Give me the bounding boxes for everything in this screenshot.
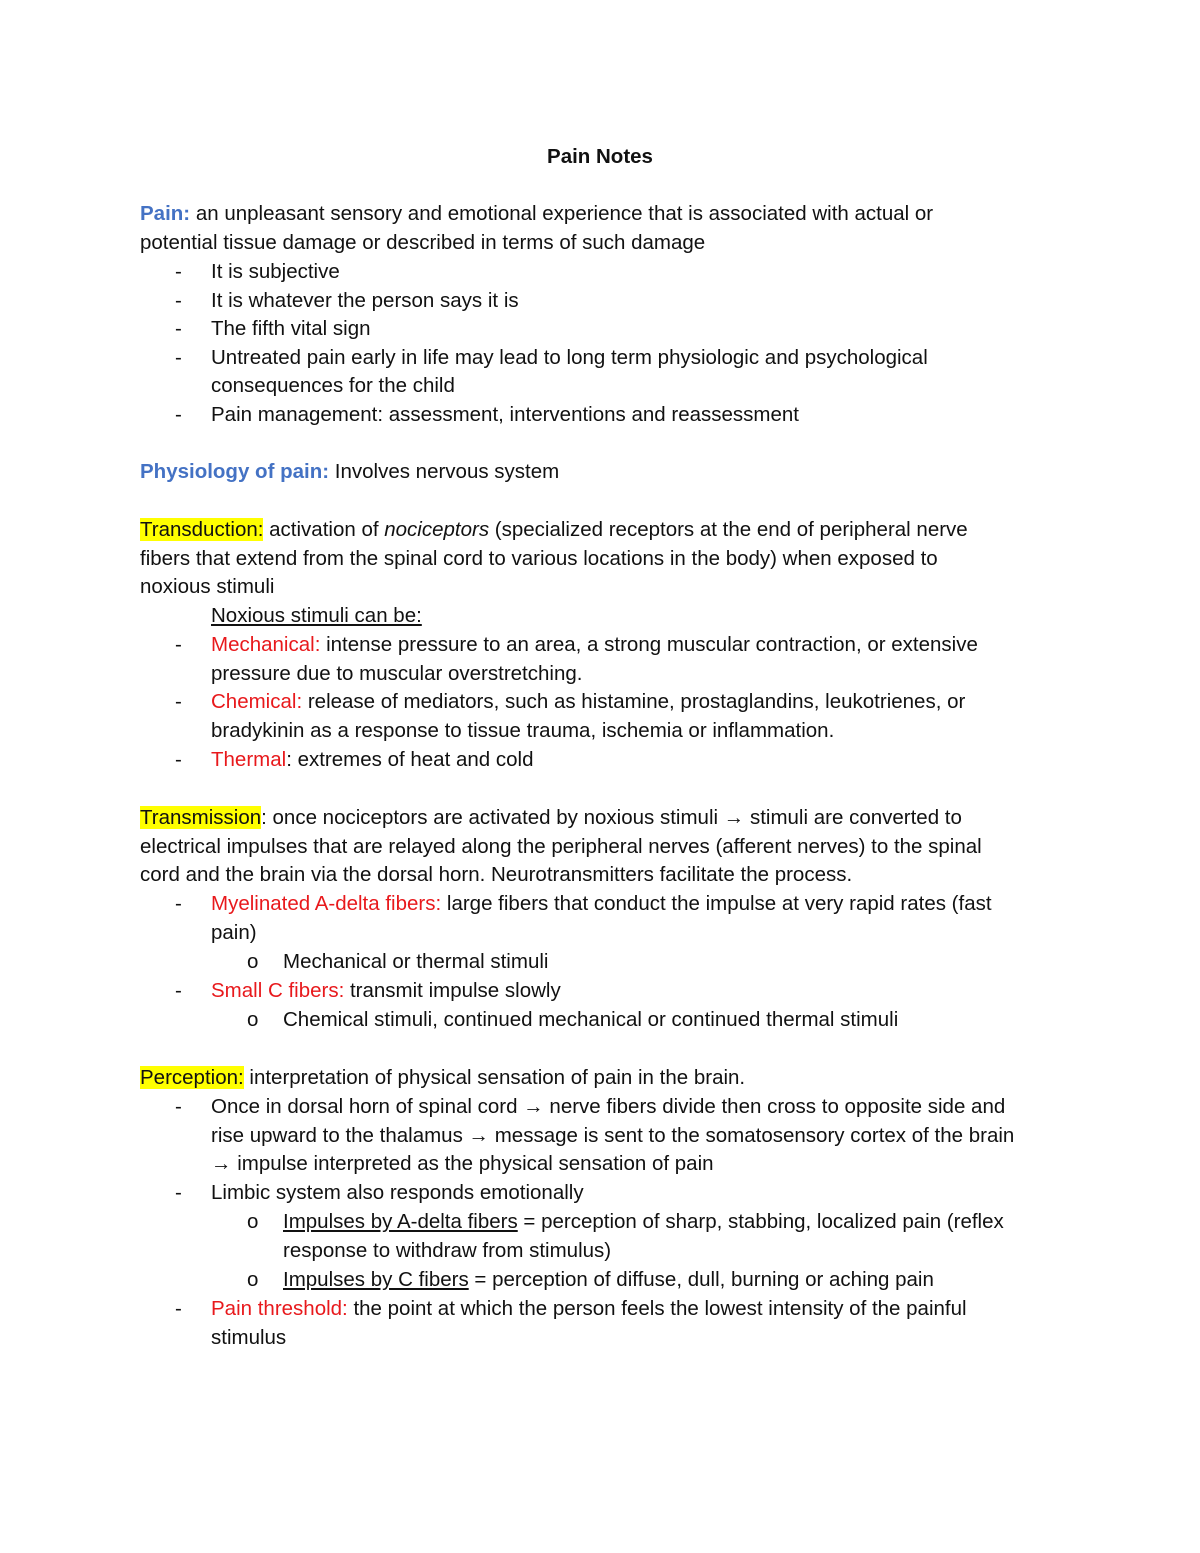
perception-text: interpretation of physical sensation of pain in the brain. bbox=[243, 1066, 746, 1089]
adelta-impulse-term: Impulses by A-delta fibers bbox=[283, 1210, 518, 1233]
threshold-line-2: stimulus bbox=[211, 1326, 287, 1349]
mechanical-line-1 bbox=[211, 631, 978, 659]
adelta-line-2: pain) bbox=[211, 921, 257, 944]
transmission-term: Transmission bbox=[140, 806, 262, 829]
bullet-circle: o bbox=[247, 1210, 259, 1233]
bullet-dash: - bbox=[175, 633, 182, 656]
pain-definition-line-2: potential tissue damage or described in terms of such damage bbox=[140, 231, 706, 254]
adelta-impulse-line-2: response to withdraw from stimulus) bbox=[283, 1239, 612, 1262]
bullet-dash: - bbox=[175, 1297, 182, 1320]
bullet-dash: - bbox=[175, 748, 182, 771]
thermal-term: Thermal bbox=[211, 748, 287, 771]
mechanical-text-1: intense pressure to an area, a strong muscular contraction, or extensive bbox=[320, 633, 978, 656]
pain-term: Pain: bbox=[140, 202, 191, 225]
c-fibers-subitem: Chemical stimuli, continued mechanical or continued thermal stimuli bbox=[283, 1008, 899, 1031]
bullet-dash: - bbox=[175, 1095, 182, 1118]
threshold-line-1 bbox=[211, 1295, 967, 1323]
chemical-line-2: bradykinin as a response to tissue trauma, ischemia or inflammation. bbox=[211, 719, 835, 742]
chemical-text-1: release of mediators, such as histamine, prostaglandins, leukotrienes, or bbox=[302, 690, 966, 713]
adelta-impulse-line-1 bbox=[283, 1208, 1004, 1236]
bullet-dash: - bbox=[175, 289, 182, 312]
c-impulse-term: Impulses by C fibers bbox=[283, 1268, 469, 1291]
pain-item-untreated-line-2: consequences for the child bbox=[211, 374, 455, 397]
bullet-dash: - bbox=[175, 317, 182, 340]
adelta-term: Myelinated A-delta fibers: bbox=[211, 892, 442, 915]
pain-item-untreated-line-1: Untreated pain early in life may lead to long term physiologic and psychological bbox=[211, 346, 928, 369]
adelta-line-1 bbox=[211, 890, 992, 918]
threshold-term: Pain threshold: bbox=[211, 1297, 348, 1320]
adelta-text-1: large fibers that conduct the impulse at very rapid rates (fast bbox=[441, 892, 992, 915]
c-fibers-term: Small C fibers: bbox=[211, 979, 345, 1002]
noxious-stimuli-subheading: Noxious stimuli can be: bbox=[211, 604, 422, 627]
thermal-text: : extremes of heat and cold bbox=[286, 748, 534, 771]
transduction-line-2: fibers that extend from the spinal cord to various locations in the body) when exposed to bbox=[140, 547, 938, 570]
chemical-term: Chemical: bbox=[211, 690, 303, 713]
physiology-definition: Involves nervous system bbox=[329, 460, 560, 483]
pain-definition-line-1 bbox=[140, 200, 933, 228]
c-fibers-text: transmit impulse slowly bbox=[344, 979, 561, 1002]
bullet-dash: - bbox=[175, 260, 182, 283]
pain-item-vital-sign: The fifth vital sign bbox=[211, 317, 371, 340]
page-title: Pain Notes bbox=[547, 145, 653, 168]
threshold-text-1: the point at which the person feels the lowest intensity of the painful bbox=[347, 1297, 967, 1320]
transduction-term: Transduction: bbox=[140, 518, 264, 541]
bullet-dash: - bbox=[175, 346, 182, 369]
bullet-circle: o bbox=[247, 950, 259, 973]
chemical-line-1 bbox=[211, 688, 965, 716]
pain-item-subjective: It is subjective bbox=[211, 260, 340, 283]
physiology-term: Physiology of pain: bbox=[140, 460, 330, 483]
perception-line bbox=[140, 1064, 745, 1092]
transmission-line-1 bbox=[140, 804, 962, 832]
mechanical-line-2: pressure due to muscular overstretching. bbox=[211, 662, 583, 685]
transmission-text-1: : once nociceptors are activated by noxious stimuli → stimuli are converted to bbox=[261, 806, 962, 829]
bullet-dash: - bbox=[175, 403, 182, 426]
transduction-line-1 bbox=[140, 516, 968, 544]
bullet-dash: - bbox=[175, 892, 182, 915]
perception-item1-line-1: Once in dorsal horn of spinal cord → nerve fibers divide then cross to opposite side and bbox=[211, 1095, 1006, 1118]
bullet-dash: - bbox=[175, 690, 182, 713]
pain-item-management: Pain management: assessment, interventions and reassessment bbox=[211, 403, 799, 426]
pain-definition-text-1: an unpleasant sensory and emotional experience that is associated with actual or bbox=[190, 202, 934, 225]
bullet-circle: o bbox=[247, 1268, 259, 1291]
c-impulse-text: = perception of diffuse, dull, burning or aching pain bbox=[468, 1268, 934, 1291]
perception-item1-line-2: rise upward to the thalamus → message is sent to the somatosensory cortex of the brain bbox=[211, 1124, 1015, 1147]
transmission-line-2: electrical impulses that are relayed along the peripheral nerves (afferent nerves) to the spinal bbox=[140, 835, 982, 858]
transduction-text-a: activation of bbox=[263, 518, 385, 541]
perception-term: Perception: bbox=[140, 1066, 244, 1089]
c-impulse-line bbox=[283, 1266, 934, 1294]
adelta-subitem: Mechanical or thermal stimuli bbox=[283, 950, 549, 973]
transmission-line-3: cord and the brain via the dorsal horn. Neurotransmitters facilitate the process. bbox=[140, 863, 853, 886]
mechanical-term: Mechanical: bbox=[211, 633, 321, 656]
physiology-line bbox=[140, 458, 559, 486]
adelta-impulse-text-1: = perception of sharp, stabbing, localized pain (reflex bbox=[517, 1210, 1004, 1233]
pain-item-whatever: It is whatever the person says it is bbox=[211, 289, 519, 312]
transduction-line-3: noxious stimuli bbox=[140, 575, 275, 598]
nociceptors-term: nociceptors bbox=[384, 518, 490, 541]
thermal-line bbox=[211, 746, 533, 774]
perception-item1-line-3: → impulse interpreted as the physical sensation of pain bbox=[211, 1152, 714, 1175]
bullet-dash: - bbox=[175, 1181, 182, 1204]
bullet-circle: o bbox=[247, 1008, 259, 1031]
c-fibers-line bbox=[211, 977, 561, 1005]
bullet-dash: - bbox=[175, 979, 182, 1002]
perception-item2: Limbic system also responds emotionally bbox=[211, 1181, 584, 1204]
transduction-text-b: (specialized receptors at the end of peripheral nerve bbox=[489, 518, 968, 541]
